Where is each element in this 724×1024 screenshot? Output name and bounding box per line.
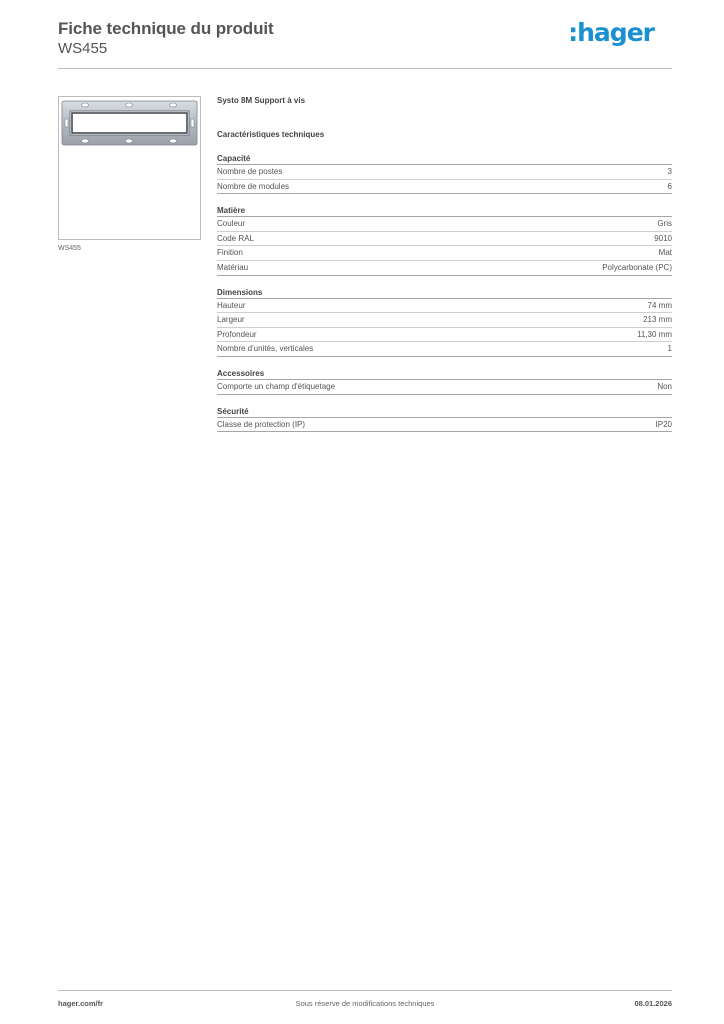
spec-row xyxy=(217,299,672,314)
spec-label: Code RAL xyxy=(217,233,254,243)
spec-label: Comporte un champ d'étiquetage xyxy=(217,381,336,391)
hager-logo: :hager xyxy=(568,18,654,47)
spec-label: Nombre d'unités, verticales xyxy=(217,344,314,354)
spec-row xyxy=(217,380,672,395)
spec-row xyxy=(217,217,672,232)
spec-row xyxy=(217,232,672,247)
document-title: Fiche technique du produit xyxy=(58,19,274,38)
footer-website-link[interactable]: hager.com/fr xyxy=(58,999,104,1008)
spec-row xyxy=(217,180,672,195)
product-name: Systo 8M Support à vis xyxy=(217,96,306,105)
spec-value: 11,30 mm xyxy=(637,329,672,339)
header-divider xyxy=(58,68,672,69)
spec-group-matiere xyxy=(217,204,672,275)
spec-label: Matériau xyxy=(217,262,249,272)
group-title: Sécurité xyxy=(217,405,672,418)
spec-row xyxy=(217,313,672,328)
spec-content xyxy=(217,96,672,432)
group-title: Accessoires xyxy=(217,367,672,380)
spec-value: Non xyxy=(657,381,672,391)
spec-row xyxy=(217,328,672,343)
spec-value: 6 xyxy=(667,181,672,191)
spec-row xyxy=(217,165,672,180)
footer-divider xyxy=(58,990,672,991)
spec-group-accessoires xyxy=(217,367,672,395)
spec-value: 74 mm xyxy=(647,300,672,310)
spec-row xyxy=(217,418,672,433)
spec-label: Couleur xyxy=(217,219,246,229)
footer-disclaimer: Sous réserve de modifications techniques xyxy=(295,999,435,1008)
mounting-frame-image xyxy=(59,97,200,239)
spec-label: Largeur xyxy=(217,315,245,325)
spec-label: Profondeur xyxy=(217,329,257,339)
spec-row xyxy=(217,342,672,357)
spec-row xyxy=(217,246,672,261)
footer-date: 08.01.2026 xyxy=(634,999,672,1008)
spec-value: IP20 xyxy=(655,419,672,429)
spec-value: 1 xyxy=(667,344,672,354)
spec-value: Gris xyxy=(657,219,672,229)
product-reference: WS455 xyxy=(58,40,108,57)
spec-value: 213 mm xyxy=(643,315,672,325)
spec-label: Hauteur xyxy=(217,300,246,310)
spec-group-dimensions xyxy=(217,286,672,357)
group-title: Capacité xyxy=(217,152,672,165)
spec-value: 9010 xyxy=(654,233,672,243)
spec-label: Nombre de modules xyxy=(217,181,290,191)
spec-value: Polycarbonate (PC) xyxy=(602,262,672,272)
spec-group-capacite xyxy=(217,152,672,194)
product-image xyxy=(58,96,201,240)
spec-label: Finition xyxy=(217,248,243,258)
spec-label: Classe de protection (IP) xyxy=(217,419,306,429)
page-header xyxy=(58,18,672,58)
spec-row xyxy=(217,261,672,276)
spec-group-securite xyxy=(217,405,672,433)
spec-label: Nombre de postes xyxy=(217,167,283,176)
image-caption: WS455 xyxy=(58,245,81,252)
spec-value: Mat xyxy=(658,248,672,258)
group-title: Dimensions xyxy=(217,286,672,299)
spec-value: 3 xyxy=(667,167,672,176)
spec-heading: Caractéristiques techniques xyxy=(217,130,325,139)
group-title: Matière xyxy=(217,204,672,217)
